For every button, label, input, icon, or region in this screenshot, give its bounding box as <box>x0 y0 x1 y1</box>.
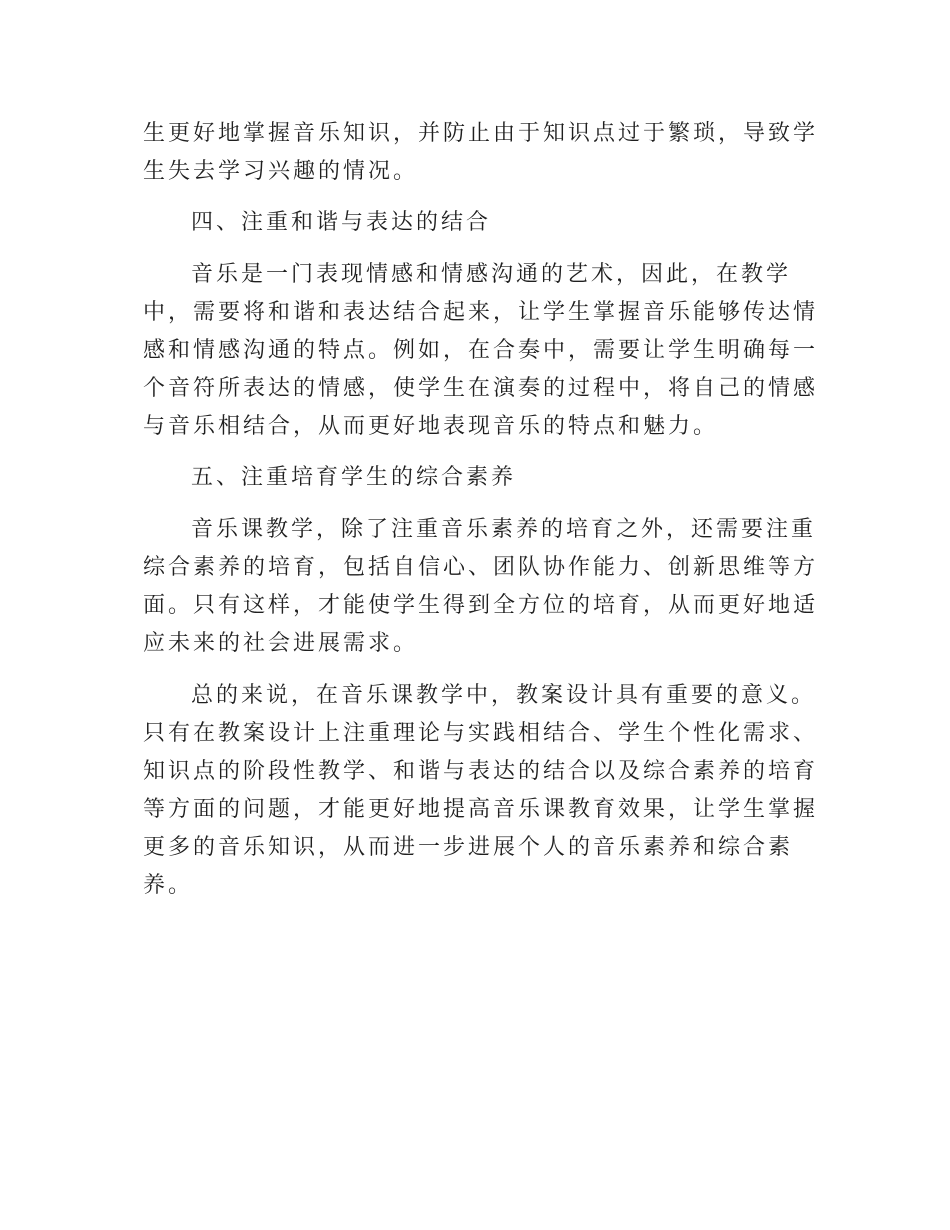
paragraph-line: 知识点的阶段性教学、和谐与表达的结合以及综合素养的培育 <box>143 759 819 784</box>
paragraph-line: 音乐课教学，除了注重音乐素养的培育之外，还需要注重 <box>191 517 817 542</box>
paragraph-line: 总的来说，在音乐课教学中，教案设计具有重要的意义。 <box>191 683 817 708</box>
paragraph-line: 综合素养的培育，包括自信心、团队协作能力、创新思维等方 <box>143 555 819 580</box>
paragraph-line: 个音符所表达的情感，使学生在演奏的过程中，将自己的情感 <box>143 376 819 401</box>
paragraph-line: 更多的音乐知识，从而进一步进展个人的音乐素养和综合素 <box>143 835 794 860</box>
paragraph-line: 只有在教案设计上注重理论与实践相结合、学生个性化需求、 <box>143 721 819 746</box>
paragraph-line: 生失去学习兴趣的情况。 <box>143 159 419 184</box>
paragraph-line: 面。只有这样，才能使学生得到全方位的培育，从而更好地适 <box>143 593 819 618</box>
paragraph-line: 等方面的问题，才能更好地提高音乐课教育效果，让学生掌握 <box>143 797 819 822</box>
paragraph-line: 感和情感沟通的特点。例如，在合奏中，需要让学生明确每一 <box>143 338 819 363</box>
paragraph-line: 养。 <box>143 873 194 898</box>
paragraph-line: 与音乐相结合，从而更好地表现音乐的特点和魅力。 <box>143 414 719 439</box>
paragraph-line: 应未来的社会进展需求。 <box>143 631 419 656</box>
section-heading-4: 四、注重和谐与表达的结合 <box>191 210 492 235</box>
paragraph-line: 音乐是一门表现情感和情感沟通的艺术，因此，在教学 <box>191 262 792 287</box>
paragraph-line: 生更好地掌握音乐知识，并防止由于知识点过于繁琐，导致学 <box>143 121 819 146</box>
paragraph-line: 中，需要将和谐和表达结合起来，让学生掌握音乐能够传达情 <box>143 300 819 325</box>
section-heading-5: 五、注重培育学生的综合素养 <box>191 465 517 490</box>
